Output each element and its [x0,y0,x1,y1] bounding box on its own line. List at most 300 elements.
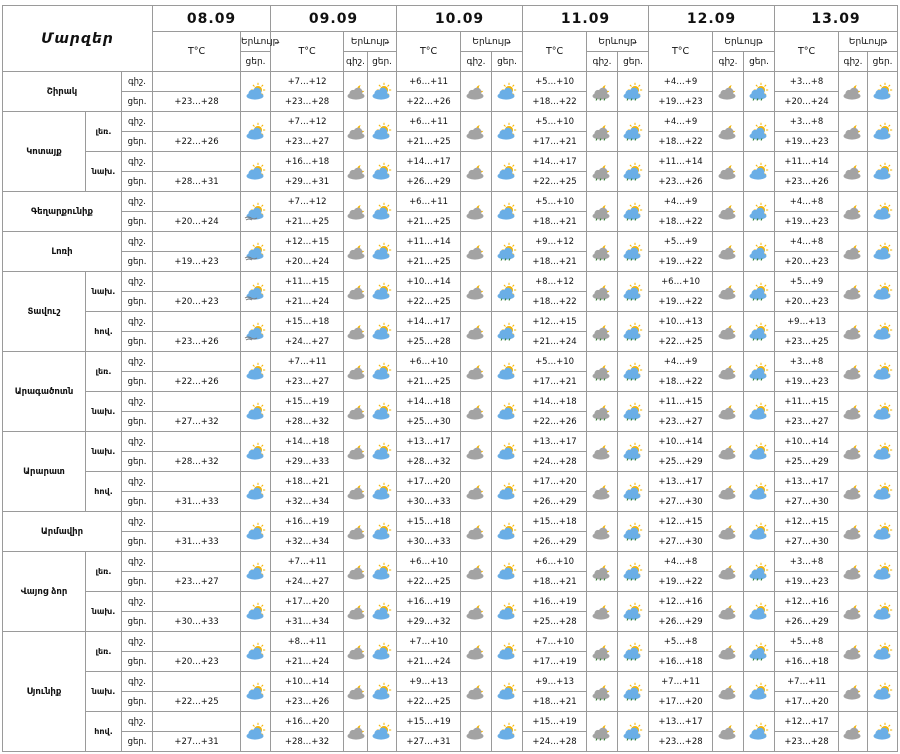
weather-icon-cell [868,632,898,672]
weather-icon-cell [868,392,898,432]
weather-icon-cell [461,712,492,752]
weather-icon-cell [744,312,775,352]
weather-icon-cell [461,152,492,192]
phenomenon-header: Երևույթ [461,32,523,52]
weather-icon-cell [461,432,492,472]
weather-icon-cell [839,112,868,152]
temp-cell: +12…+15 [271,232,344,252]
temp-cell: +15…+18 [397,512,461,532]
temp-cell: +17…+20 [397,472,461,492]
weather-icon-cell [839,672,868,712]
date-header: 13.09 [775,6,898,32]
table-row [3,232,898,252]
cloud-night-icon [840,683,866,701]
weather-icon-cell [618,472,649,512]
sun-cloud-wind-icon [243,323,269,341]
weather-icon-cell [744,552,775,592]
temp-cell: +12…+16 [775,592,839,612]
temp-cell: +7…+11 [271,352,344,372]
cloud-night-icon [463,323,489,341]
temp-cell: +22…+25 [649,332,713,352]
sun-cloud-rain-icon [494,283,520,301]
temp-cell-08 [153,712,241,732]
cloud-night-icon [463,443,489,461]
cloud-night-icon [715,403,741,421]
sun-cloud-icon [369,123,395,141]
period-label: գիշ. [122,472,153,492]
temp-cell: +17…+20 [649,692,713,712]
period-label: ցեր. [122,532,153,552]
cloud-night-icon [840,483,866,501]
temp-cell: +30…+33 [397,532,461,552]
sun-cloud-icon [494,683,520,701]
weather-icon-cell [839,432,868,472]
temp-cell-08 [153,312,241,332]
sun-cloud-icon [870,83,896,101]
temp-cell: +23…+27 [271,132,344,152]
weather-icon-cell [618,512,649,552]
temp-cell: +6…+10 [523,552,587,572]
temp-header: T°C [649,32,713,72]
sun-cloud-icon [243,363,269,381]
cloud-night-icon [344,443,370,461]
cloud-night-icon [463,283,489,301]
temp-cell-08 [153,72,241,92]
forecast-table [2,5,898,752]
temp-cell: +23…+25 [775,332,839,352]
weather-icon-cell [368,432,397,472]
region-name: Արարատ [3,432,86,512]
temp-cell: +15…+19 [523,712,587,732]
temp-cell: +17…+20 [523,472,587,492]
temp-cell: +14…+17 [397,152,461,172]
weather-icon-cell [839,472,868,512]
phenomenon-header: Երևույթ [344,32,397,52]
subregion-name: հով. [86,712,122,752]
cloud-night-icon [840,163,866,181]
temp-cell: +24…+27 [271,572,344,592]
phenomenon-header: Երևույթ [587,32,649,52]
sun-cloud-icon [494,123,520,141]
sun-cloud-icon [243,523,269,541]
temp-cell: +14…+17 [397,312,461,332]
temp-cell-08 [153,392,241,412]
period-label: գիշ. [122,352,153,372]
subregion-name: լեռ. [86,352,122,392]
temp-cell: +18…+22 [649,372,713,392]
cloud-night-icon [463,163,489,181]
cloud-night-icon [463,723,489,741]
weather-icon-cell [461,272,492,312]
temp-cell: +29…+31 [271,172,344,192]
weather-icon-cell [241,512,271,552]
weather-icon-cell [587,592,618,632]
weather-icon-cell [713,472,744,512]
sun-cloud-icon [369,723,395,741]
temp-cell-08 [153,472,241,492]
cloud-night-icon [840,363,866,381]
weather-icon-cell [368,272,397,312]
weather-icon-cell [461,232,492,272]
weather-icon-cell [461,352,492,392]
temp-cell: +23…+27 [271,372,344,392]
temp-cell: +24…+27 [271,332,344,352]
weather-icon-cell [368,72,397,112]
sun-cloud-rain-icon [494,323,520,341]
weather-icon-cell [461,72,492,112]
region-name: Կոտայք [3,112,86,192]
cloud-night-icon [344,83,370,101]
night-subheader: գիշ. [344,52,368,72]
sun-cloud-icon [746,723,772,741]
temp-cell: +20…+24 [271,252,344,272]
weather-icon-cell [368,392,397,432]
sun-cloud-icon [746,523,772,541]
cloud-night-icon [840,603,866,621]
table-row [3,672,898,692]
cloud-night-icon [840,403,866,421]
temp-cell: +25…+28 [397,332,461,352]
cloud-night-icon [715,523,741,541]
temp-cell: +22…+25 [397,292,461,312]
weather-icon-cell [839,272,868,312]
temp-cell: +24…+28 [523,732,587,752]
weather-icon-cell [713,432,744,472]
temp-cell-08: +22…+26 [153,372,241,392]
day-subheader: ցեր. [744,52,775,72]
temp-cell-08: +31…+33 [153,492,241,512]
weather-icon-cell [839,312,868,352]
weather-icon-cell [368,312,397,352]
date-header: 08.09 [153,6,271,32]
period-label: ցեր. [122,492,153,512]
sun-cloud-icon [870,203,896,221]
temp-cell-08: +22…+25 [153,692,241,712]
weather-icon-cell [492,712,523,752]
cloud-night-rain-icon [589,363,615,381]
temp-cell: +18…+21 [523,252,587,272]
temp-cell: +25…+29 [775,452,839,472]
period-label: գիշ. [122,232,153,252]
temp-cell: +21…+24 [397,652,461,672]
weather-icon-cell [241,592,271,632]
temp-cell: +17…+19 [523,652,587,672]
weather-icon-cell [618,192,649,232]
cloud-night-icon [463,123,489,141]
weather-icon-cell [368,192,397,232]
weather-icon-cell [344,312,368,352]
cloud-night-icon [840,643,866,661]
temp-cell: +19…+22 [649,292,713,312]
cloud-night-icon [463,83,489,101]
weather-icon-cell [344,472,368,512]
temp-cell: +15…+18 [271,312,344,332]
temp-cell: +21…+25 [271,212,344,232]
subregion-name: նախ. [86,272,122,312]
weather-icon-cell [618,432,649,472]
temp-cell: +7…+12 [271,72,344,92]
cloud-night-icon [840,283,866,301]
temp-cell: +21…+24 [523,332,587,352]
temp-cell: +12…+17 [775,712,839,732]
temp-cell: +11…+15 [649,392,713,412]
weather-icon-cell [713,272,744,312]
sun-cloud-icon [369,403,395,421]
temp-cell: +26…+29 [523,492,587,512]
weather-icon-cell [744,472,775,512]
region-name: Լոռի [3,232,122,272]
weather-icon-cell [368,512,397,552]
temp-cell: +28…+32 [271,412,344,432]
period-label: գիշ. [122,632,153,652]
weather-icon-cell [587,632,618,672]
temp-cell: +21…+24 [271,292,344,312]
weather-icon-cell [713,592,744,632]
temp-cell: +9…+13 [397,672,461,692]
sun-cloud-icon [369,683,395,701]
temp-cell: +5…+8 [649,632,713,652]
sun-cloud-icon [494,443,520,461]
temp-cell: +17…+21 [523,132,587,152]
weather-icon-cell [344,152,368,192]
temp-cell: +15…+18 [523,512,587,532]
sun-cloud-icon [870,643,896,661]
temp-cell: +15…+19 [271,392,344,412]
sun-cloud-icon [870,363,896,381]
temp-cell: +3…+8 [775,72,839,92]
weather-icon-cell [492,232,523,272]
temp-cell: +19…+23 [649,92,713,112]
weather-icon-cell [587,712,618,752]
region-name: Գեղարքունիք [3,192,122,232]
cloud-night-icon [840,243,866,261]
sun-cloud-icon [870,403,896,421]
weather-icon-cell [618,392,649,432]
temp-cell-08: +28…+32 [153,452,241,472]
cloud-night-rain-icon [589,83,615,101]
temp-cell: +20…+23 [775,292,839,312]
weather-icon-cell [868,232,898,272]
period-label: գիշ. [122,392,153,412]
cloud-night-icon [344,403,370,421]
weather-icon-cell [868,112,898,152]
weather-icon-cell [344,72,368,112]
cloud-night-icon [344,683,370,701]
temp-cell: +21…+25 [397,372,461,392]
temp-cell-08 [153,672,241,692]
cloud-night-icon [344,323,370,341]
temp-cell: +4…+8 [775,192,839,212]
period-label: գիշ. [122,552,153,572]
weather-icon-cell [492,352,523,392]
weather-icon-cell [744,192,775,232]
weather-icon-cell [868,352,898,392]
weather-icon-cell [492,312,523,352]
table-row [3,472,898,492]
cloud-night-icon [463,563,489,581]
sun-cloud-icon [746,443,772,461]
temp-cell: +23…+26 [775,172,839,192]
weather-icon-cell [492,272,523,312]
weather-icon-cell [587,232,618,272]
weather-icon-cell [368,672,397,712]
temp-cell: +27…+30 [775,532,839,552]
night-subheader: գիշ. [713,52,744,72]
sun-cloud-icon [243,443,269,461]
date-header: 10.09 [397,6,523,32]
cloud-night-rain-icon [589,563,615,581]
temp-cell: +23…+28 [271,92,344,112]
temp-cell: +13…+17 [649,712,713,732]
temp-cell: +18…+21 [271,472,344,492]
temp-cell: +5…+10 [523,112,587,132]
cloud-night-icon [344,643,370,661]
weather-icon-cell [587,432,618,472]
sun-cloud-icon [243,603,269,621]
period-label: գիշ. [122,712,153,732]
weather-icon-cell [618,272,649,312]
sun-cloud-icon [870,563,896,581]
weather-icon-cell [744,672,775,712]
cloud-night-icon [463,683,489,701]
temp-cell: +21…+25 [397,132,461,152]
sun-cloud-icon [369,323,395,341]
cloud-night-icon [344,203,370,221]
region-name: Սյունիք [3,632,86,752]
temp-cell-08: +19…+23 [153,252,241,272]
temp-cell: +22…+26 [523,412,587,432]
cloud-night-icon [463,483,489,501]
cloud-night-icon [344,563,370,581]
weather-icon-cell [587,312,618,352]
weather-icon-cell [492,112,523,152]
sun-cloud-rain-icon [620,483,646,501]
temp-cell: +5…+9 [649,232,713,252]
temp-cell-08 [153,352,241,372]
temp-cell: +23…+27 [649,412,713,432]
weather-icon-cell [461,112,492,152]
cloud-night-rain-icon [589,243,615,261]
cloud-night-icon [344,603,370,621]
weather-icon-cell [492,472,523,512]
temp-cell: +29…+33 [271,452,344,472]
temp-cell-08 [153,152,241,172]
weather-icon-cell [368,632,397,672]
temp-cell: +13…+17 [775,472,839,492]
weather-icon-cell [618,552,649,592]
sun-cloud-icon [243,163,269,181]
cloud-night-icon [715,723,741,741]
weather-icon-cell [368,232,397,272]
temp-cell: +3…+8 [775,552,839,572]
weather-icon-cell [241,392,271,432]
temp-cell: +6…+10 [397,352,461,372]
temp-cell-08 [153,232,241,252]
temp-cell: +22…+26 [397,92,461,112]
temp-cell: +4…+9 [649,112,713,132]
sun-cloud-rain-icon [620,523,646,541]
cloud-night-rain-icon [589,723,615,741]
table-row [3,432,898,452]
temp-cell: +23…+27 [775,412,839,432]
weather-icon-cell [461,312,492,352]
weather-icon-cell [868,592,898,632]
weather-icon-cell [344,432,368,472]
temp-cell: +16…+18 [775,652,839,672]
temp-cell-08: +23…+26 [153,332,241,352]
temp-cell-08: +23…+27 [153,572,241,592]
sun-cloud-icon [369,443,395,461]
temp-cell: +32…+34 [271,532,344,552]
subregion-name: լեռ. [86,552,122,592]
temp-cell: +11…+14 [649,152,713,172]
weather-icon-cell [344,632,368,672]
sun-cloud-icon [870,723,896,741]
table-row [3,112,898,132]
subregion-name: հով. [86,472,122,512]
cloud-night-icon [589,603,615,621]
sun-cloud-rain-icon [620,723,646,741]
temp-cell: +21…+24 [271,652,344,672]
weather-icon-cell [344,352,368,392]
temp-cell: +14…+18 [271,432,344,452]
temp-cell: +28…+32 [271,732,344,752]
cloud-night-icon [715,683,741,701]
sun-cloud-rain-icon [620,203,646,221]
temp-cell-08: +20…+24 [153,212,241,232]
sun-cloud-rain-icon [620,363,646,381]
cloud-night-rain-icon [589,323,615,341]
weather-icon-cell [713,392,744,432]
temp-cell: +4…+9 [649,352,713,372]
sun-cloud-rain-icon [746,83,772,101]
period-label: ցեր. [122,132,153,152]
table-row [3,712,898,732]
weather-icon-cell [839,152,868,192]
day-subheader: ցեր. [368,52,397,72]
sun-cloud-rain-icon [746,643,772,661]
weather-icon-cell [241,552,271,592]
temp-cell: +31…+34 [271,612,344,632]
temp-cell: +23…+26 [271,692,344,712]
temp-cell: +18…+22 [649,212,713,232]
period-label: գիշ. [122,192,153,212]
weather-icon-cell [618,592,649,632]
weather-icon-cell [368,352,397,392]
temp-cell-08 [153,432,241,452]
temp-cell: +6…+11 [397,72,461,92]
weather-icon-cell [744,272,775,312]
cloud-night-icon [840,523,866,541]
temp-cell: +12…+16 [649,592,713,612]
cloud-night-icon [715,363,741,381]
sun-cloud-rain-icon [746,203,772,221]
period-label: ցեր. [122,572,153,592]
weather-icon-cell [461,192,492,232]
weather-icon-cell [868,552,898,592]
period-label: ցեր. [122,732,153,752]
weather-icon-cell [744,512,775,552]
sun-cloud-icon [243,83,269,101]
sun-cloud-icon [494,523,520,541]
period-label: գիշ. [122,512,153,532]
weather-icon-cell [241,632,271,672]
temp-cell: +19…+23 [775,372,839,392]
cloud-night-rain-icon [589,203,615,221]
temp-cell: +26…+29 [397,172,461,192]
sun-cloud-rain-icon [620,243,646,261]
weather-icon-cell [587,192,618,232]
